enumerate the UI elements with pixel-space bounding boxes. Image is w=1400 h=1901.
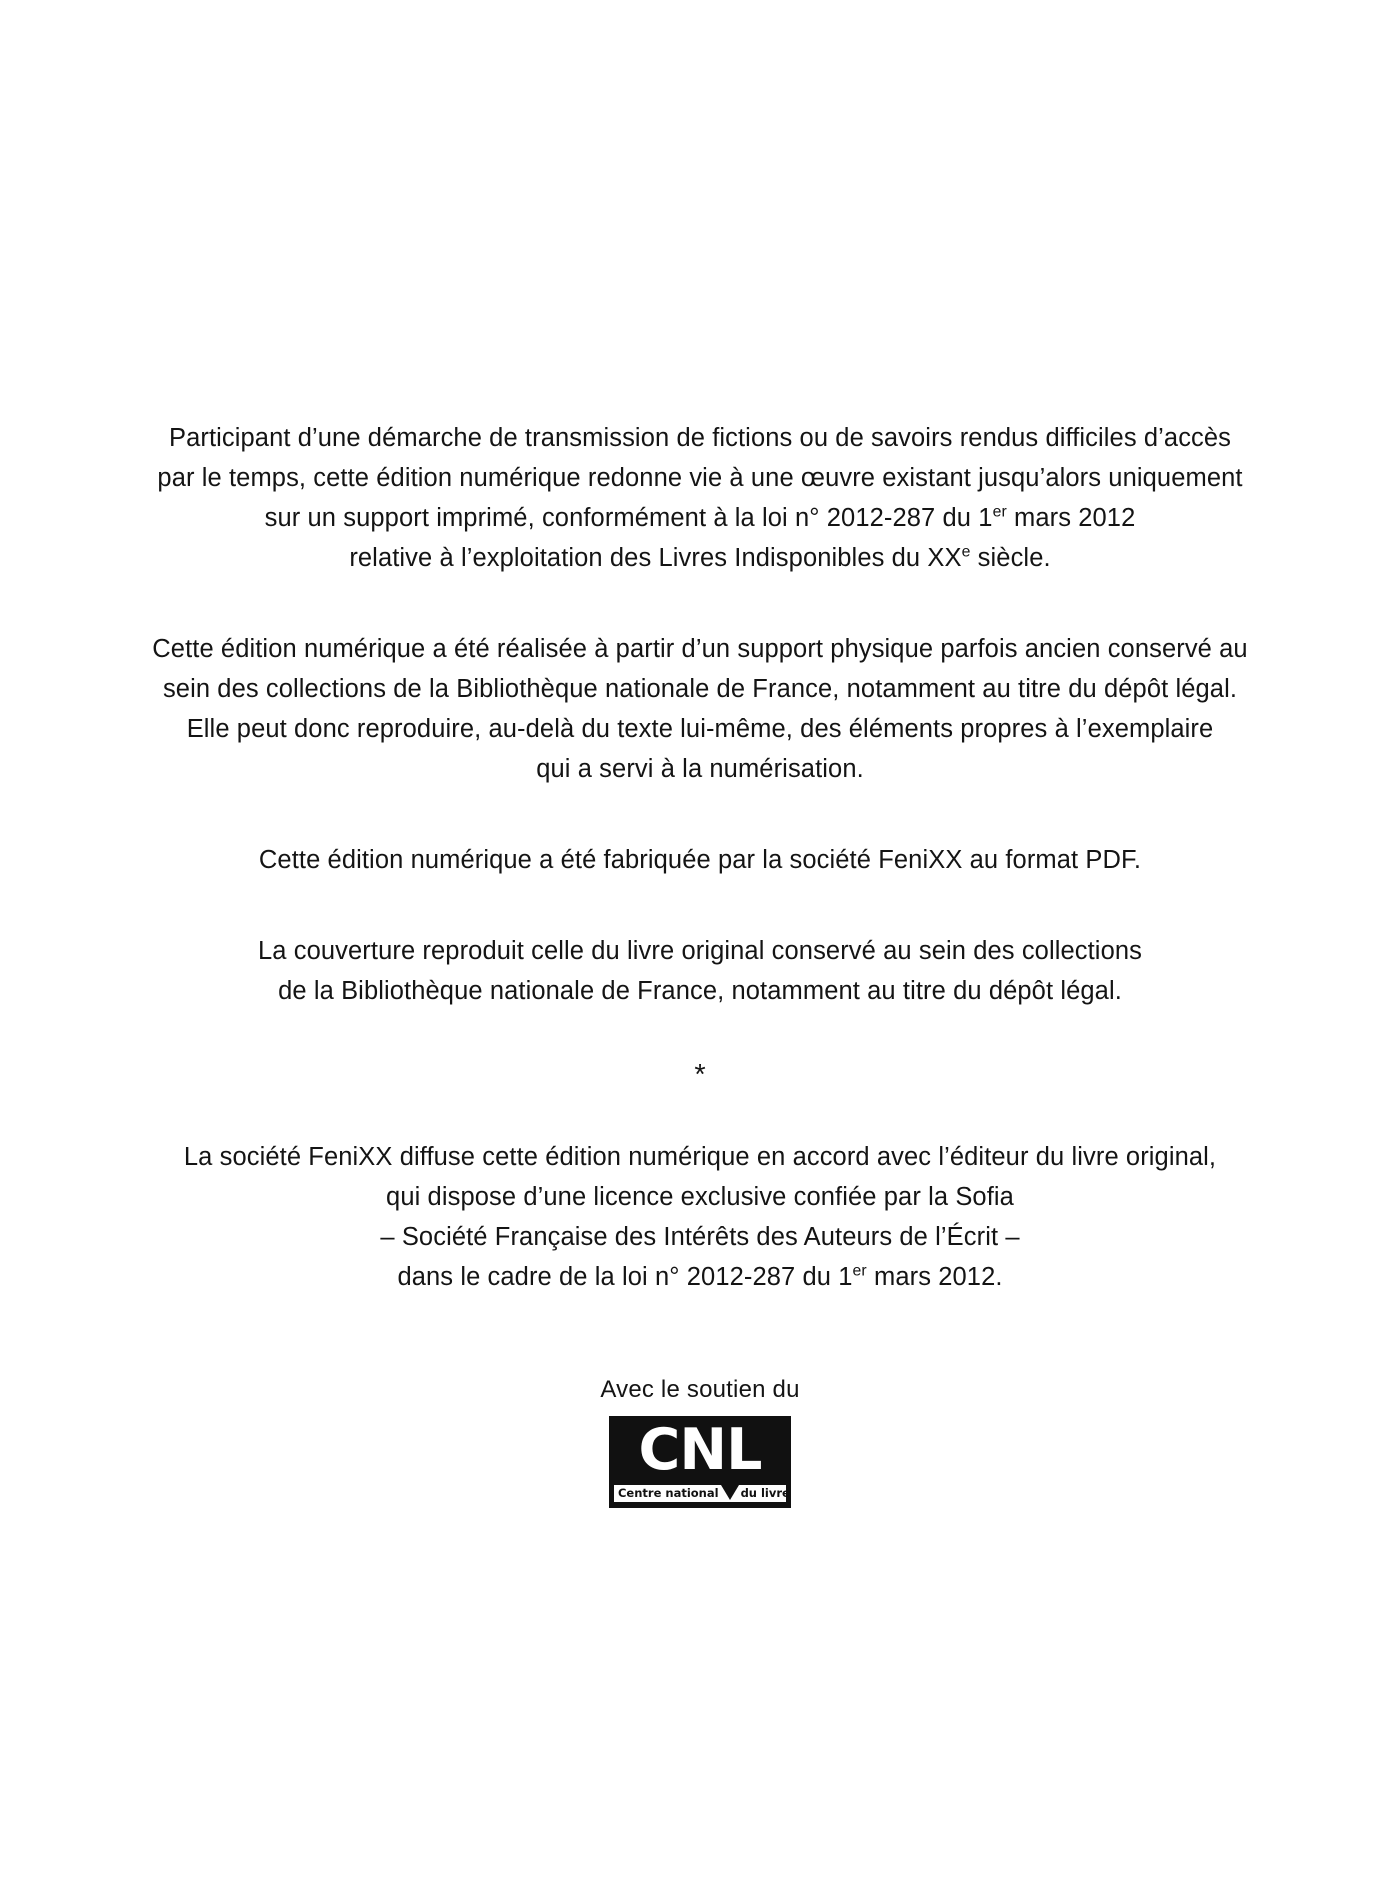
paragraph-line: La couverture reproduit celle du livre original conservé au sein des collections <box>258 937 1142 965</box>
triangle-icon <box>721 1485 739 1500</box>
cnl-tagline-left: Centre national <box>617 1486 719 1500</box>
paragraph-line: sein des collections de la Bibliothèque nationale de France, notamment au titre du dépôt légal. <box>162 675 1238 703</box>
support-label: Avec le soutien du <box>600 1376 800 1403</box>
ordinal-suffix: er <box>992 503 1007 521</box>
section-separator: * <box>694 1059 706 1091</box>
paragraph-physical-support <box>110 629 1290 789</box>
cnl-wordmark <box>609 1416 791 1483</box>
paragraph-line: siècle. <box>970 544 1051 572</box>
paragraph-cover <box>110 931 1290 1011</box>
legal-notice-content <box>0 418 1400 1508</box>
cnl-tagline <box>614 1485 790 1502</box>
paragraph-line: relative à l’exploitation des Livres Indisponibles du XX <box>349 544 962 572</box>
ordinal-suffix: e <box>961 543 971 561</box>
paragraph-line: sur un support imprimé, conformément à la loi n° 2012-287 du 1 <box>264 504 993 532</box>
paragraph-line: mars 2012 <box>1006 504 1136 532</box>
cnl-tagline-right: du livre <box>740 1486 790 1500</box>
cnl-wordmark-text: CNL <box>638 1416 762 1483</box>
paragraph-line: Cette édition numérique a été réalisée à partir d’un support physique parfois ancien conservé au <box>152 635 1248 663</box>
paragraph-line: qui a servi à la numérisation. <box>536 755 864 783</box>
paragraph-line: qui dispose d’une licence exclusive confiée par la Sofia <box>386 1183 1014 1211</box>
paragraph-manufacturer <box>110 840 1290 880</box>
paragraph-line: Cette édition numérique a été fabriquée par la société FeniXX au format PDF. <box>258 846 1142 874</box>
paragraph-line: La société FeniXX diffuse cette édition numérique en accord avec l’éditeur du livre original, <box>183 1143 1217 1171</box>
paragraph-line: dans le cadre de la loi n° 2012-287 du 1 <box>397 1263 853 1291</box>
paragraph-line: Elle peut donc reproduire, au-delà du texte lui-même, des éléments propres à l’exemplaire <box>186 715 1214 743</box>
cnl-logo <box>609 1416 791 1508</box>
paragraph-line: – Société Française des Intérêts des Auteurs de l’Écrit – <box>380 1223 1020 1251</box>
ordinal-suffix: er <box>852 1262 867 1280</box>
support-block <box>600 1375 799 1508</box>
paragraph-line: Participant d’une démarche de transmission de fictions ou de savoirs rendus difficiles d’accès <box>168 424 1232 452</box>
paragraph-distribution <box>110 1137 1290 1297</box>
paragraph-transmission <box>110 418 1290 578</box>
paragraph-line: par le temps, cette édition numérique redonne vie à une œuvre existant jusqu’alors uniquement <box>157 464 1243 492</box>
paragraph-line: mars 2012. <box>866 1263 1003 1291</box>
paragraph-line: de la Bibliothèque nationale de France, notamment au titre du dépôt légal. <box>278 977 1122 1005</box>
